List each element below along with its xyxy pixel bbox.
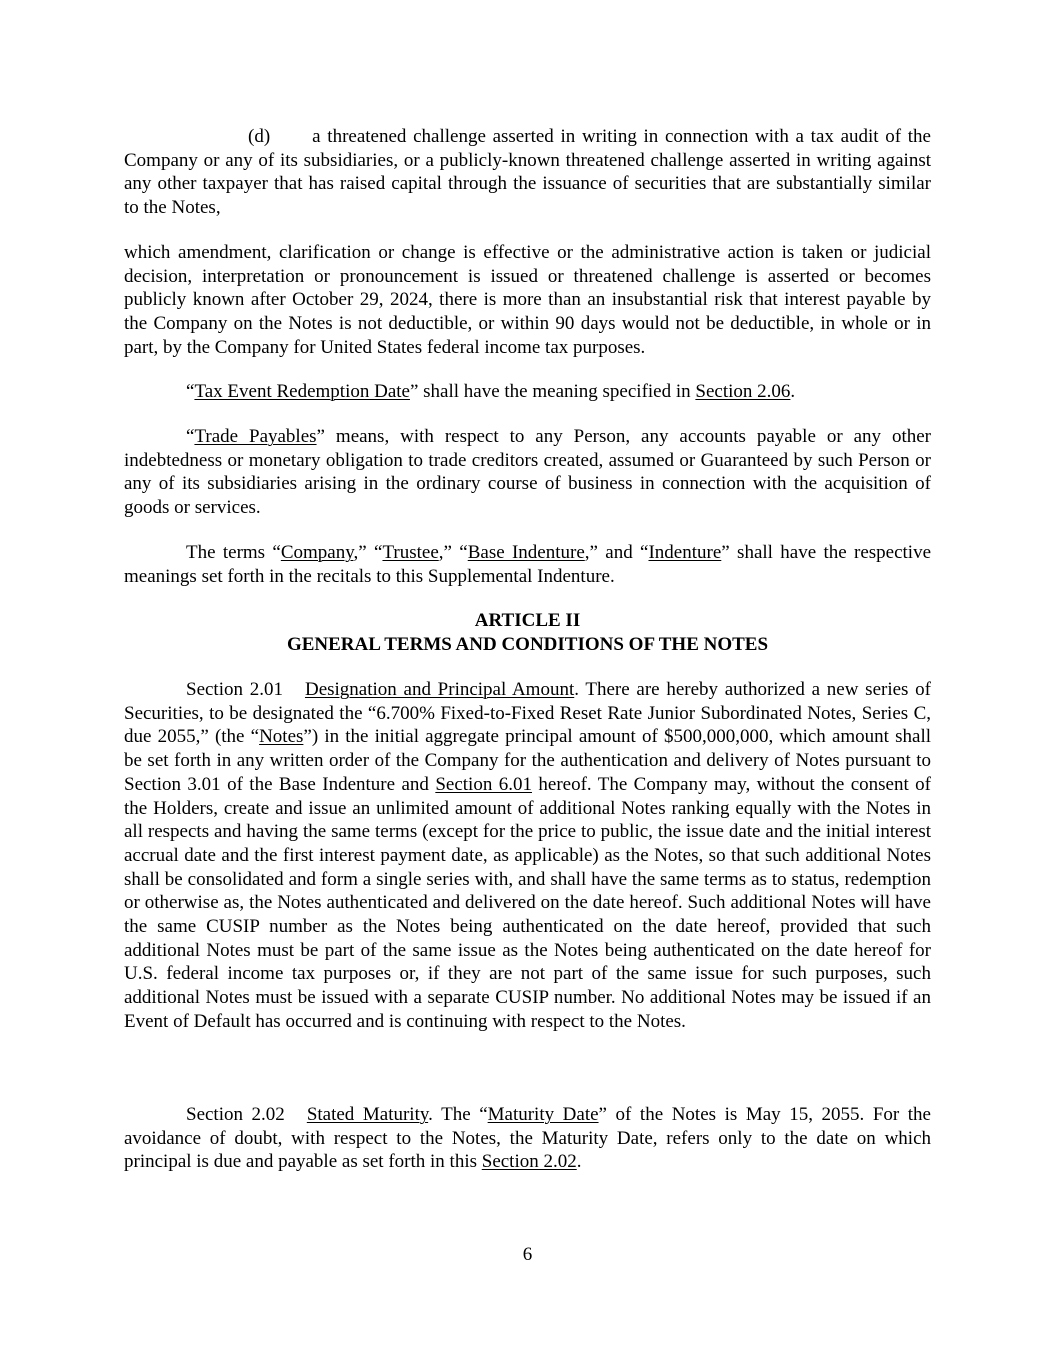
section-reference-link[interactable]: Section 2.06 <box>695 381 791 402</box>
defined-term-notes: Notes <box>259 726 304 748</box>
section-text: hereof. The Company may, without the consent of the Holders, create and issue an unlimited amount of additional Notes ranking equally with the Notes in all respects and having the same terms (except for the price to public, the issue date and the initial interest accrual date and the first interest payment date, as applicable) as the Notes, so that such additional Notes shall be consolidated and form a single series with, and shall have the same terms as to status, redemption or otherwise as, the Notes authenticated and delivered on the date hereof. Such additional Notes will have the same CUSIP number as the Notes being authenticated on the date hereof, provided that such additional Notes must be part of the same issue as the Notes being authenticated on the date hereof for U.S. federal income tax purposes or, if they are not part of the same issue for such purposes, such additional Notes must be issued with a separate CUSIP number. No additional Notes may be issued if an Event of Default has occurred and is continuing with respect to the Notes. <box>124 773 931 1032</box>
page-number: 6 <box>522 1244 533 1265</box>
clause-label: (d) <box>248 126 271 147</box>
section-2-01 <box>124 678 931 1034</box>
section-2-02 <box>124 1103 931 1174</box>
text: ,” “ <box>353 542 383 563</box>
article-title: GENERAL TERMS AND CONDITIONS OF THE NOTES <box>286 633 769 655</box>
defined-term: Tax Event Redemption Date <box>194 381 410 402</box>
section-text: . The “ <box>428 1104 488 1125</box>
defined-term-base-indenture: Base Indenture <box>467 542 585 563</box>
section-number: Section 2.01 <box>186 679 283 700</box>
section-heading: Designation and Principal Amount <box>304 679 575 700</box>
quote-open: “ <box>186 426 195 447</box>
text: ” shall have the respective meanings set forth in the recitals to this Supplemental Indenture. <box>124 542 931 587</box>
defined-term-company: Company <box>280 542 354 563</box>
section-reference-link[interactable]: Section 6.01 <box>435 773 532 795</box>
defined-term-maturity-date: Maturity Date <box>487 1104 599 1125</box>
section-text: ” of the Notes is May 15, 2055. For the avoidance of doubt, with respect to the Notes, the Maturity Date, refers only to the date on which principal is due and payable as set forth in this <box>124 1104 931 1173</box>
paragraph-which-amendment <box>124 241 931 360</box>
defined-term: Trade Payables <box>194 426 317 447</box>
defined-term-trustee: Trustee <box>382 542 439 563</box>
section-reference-link[interactable]: Section 2.02 <box>481 1151 577 1173</box>
definition-tax-event-redemption-date <box>124 380 931 404</box>
article-heading <box>124 609 931 656</box>
text: The terms “ <box>186 542 281 563</box>
section-number: Section 2.02 <box>186 1104 285 1125</box>
text: ,” “ <box>438 542 468 563</box>
paragraph-text: which amendment, clarification or change is effective or the administrative action is taken or judicial decision, interpretation or pronouncement is issued or threatened challenge is asserted or becomes publicly known after October 29, 2024, there is more than an insubstantial risk that interest payable by the Company on the Notes is not deductible, or within 90 days would not be deductible, in whole or in part, by the Company for United States federal income tax purposes. <box>124 242 931 358</box>
text: ,” and “ <box>584 542 649 563</box>
definition-terms <box>124 541 931 588</box>
section-text: ”) in the initial aggregate principal amount of $500,000,000, which amount shall be set forth in any written order of the Company for the authentication and delivery of Notes pursuant to Section 3.01 of the Base Indenture and <box>124 726 931 795</box>
definition-trade-payables <box>124 425 931 520</box>
section-text: . <box>576 1151 582 1173</box>
section-text: . There are hereby authorized a new series of Securities, to be designated the “6.700% Fixed-to-Fixed Reset Rate Junior Subordinated Notes, Series C, due 2055,” (the “ <box>124 679 931 748</box>
article-number: ARTICLE II <box>474 610 581 631</box>
defined-term-indenture: Indenture <box>648 542 722 563</box>
definition-text: ” means, with respect to any Person, any accounts payable or any other indebtedness or monetary obligation to trade creditors created, assumed or Guaranteed by such Person or any of its subsidiaries arising in the ordinary course of business in connection with the acquisition of goods or services. <box>124 426 931 519</box>
quote-open: “ <box>186 381 195 402</box>
paragraph-d <box>124 125 931 220</box>
definition-text: ” shall have the meaning specified in <box>409 381 696 402</box>
period: . <box>790 381 796 402</box>
section-heading: Stated Maturity <box>306 1104 429 1125</box>
clause-text: a threatened challenge asserted in writing in connection with a tax audit of the Company or any of its subsidiaries, or a publicly-known threatened challenge asserted in writing against any other taxpayer that has raised capital through the issuance of securities that are substantially similar to the Notes, <box>124 126 931 219</box>
